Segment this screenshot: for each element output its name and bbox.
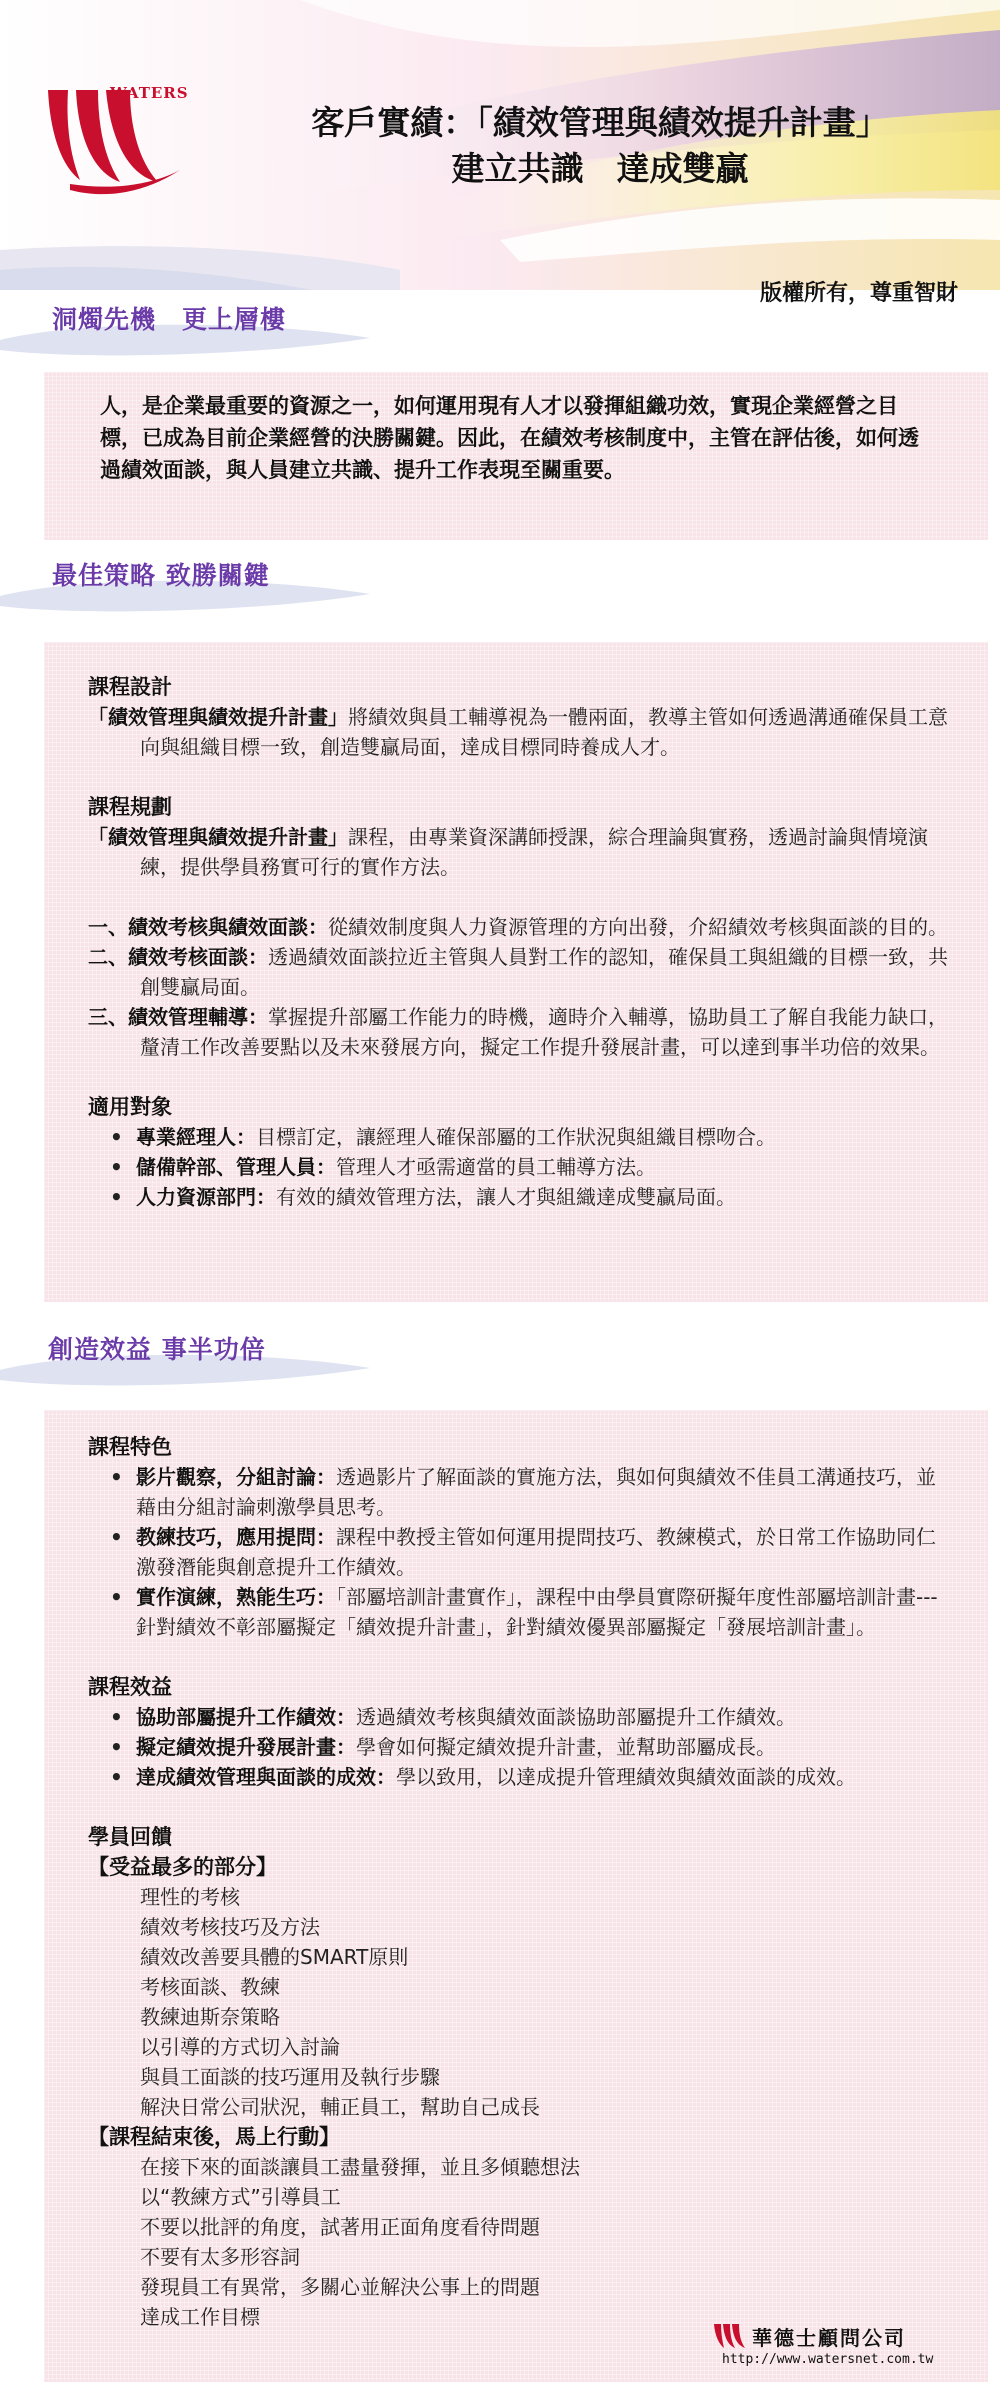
list-item: 績效改善要具體的SMART原則 — [140, 1945, 409, 1969]
benefit-item-text: 學會如何擬定績效提升計畫，並幫助部屬成長。 — [356, 1735, 776, 1759]
list-item: 發現員工有異常，多關心並解決公事上的問題 — [140, 2275, 540, 2299]
audience-list — [88, 1122, 958, 1212]
list-item: 不要有太多形容詞 — [140, 2245, 300, 2269]
page-title — [220, 100, 980, 192]
planning-item-title: 績效考核面談： — [128, 945, 268, 969]
footer-url: http://www.watersnet.com.tw — [722, 2352, 934, 2367]
benefit-item-text: 透過績效考核與績效面談協助部屬提升工作績效。 — [356, 1705, 796, 1729]
list-item: 不要以批評的角度，試著用正面角度看待問題 — [140, 2215, 540, 2239]
list-item: 考核面談、教練 — [140, 1975, 280, 1999]
strategy-content — [88, 672, 958, 1212]
section-heading-2 — [0, 556, 380, 616]
planning-item-num: 三、 — [88, 1005, 128, 1029]
list-item — [116, 1732, 948, 1762]
list-item: 以“教練方式”引導員工 — [140, 2185, 341, 2209]
section-heading-1 — [0, 300, 380, 360]
benefits-content — [88, 1432, 948, 2332]
course-planning-text — [88, 822, 958, 882]
audience-item-text: 管理人才亟需適當的員工輔導方法。 — [336, 1155, 656, 1179]
feature-item-text: 透過影片了解面談的實施方法，與如何與績效不佳員工溝通技巧，並藉由分組討論刺激學員思考。 — [136, 1465, 936, 1519]
list-item — [116, 1522, 948, 1582]
feature-item-title: 影片觀察，分組討論： — [136, 1465, 336, 1489]
benefit-item-title: 達成績效管理與面談的成效： — [136, 1765, 396, 1789]
planning-item-text: 透過績效面談拉近主管與人員對工作的認知，確保員工與組織的目標一致，共創雙贏局面。 — [140, 945, 948, 999]
feedback-group1-list — [88, 1882, 948, 2122]
list-item — [116, 1582, 948, 1642]
course-planning-body: 課程，由專業資深講師授課，綜合理論與實務，透過討論與情境演練，提供學員務實可行的實作方法。 — [140, 825, 928, 879]
audience-item-title: 人力資源部門： — [136, 1185, 276, 1209]
course-design-lead: 「績效管理與績效提升計畫」 — [88, 705, 348, 729]
features-heading: 課程特色 — [88, 1435, 172, 1459]
feature-item-title: 實作演練，熟能生巧： — [136, 1585, 336, 1609]
footer-company-name: 華德士顧問公司 — [752, 2326, 906, 2350]
audience-heading: 適用對象 — [88, 1095, 172, 1119]
feedback-group2-title: 【課程結束後，馬上行動】 — [88, 2125, 340, 2149]
planning-item-1 — [88, 912, 958, 942]
benefits-heading: 課程效益 — [88, 1675, 172, 1699]
list-item — [116, 1702, 948, 1732]
list-item — [116, 1152, 958, 1182]
list-item: 教練迪斯奈策略 — [140, 2005, 280, 2029]
title-line-1: 客戶實績：「績效管理與績效提升計畫」 — [311, 103, 889, 142]
audience-item-title: 儲備幹部、管理人員： — [136, 1155, 336, 1179]
feature-item-text: 「部屬培訓計畫實作」，課程中由學員實際研擬年度性部屬培訓計畫---針對績效不彰部屬擬定「績效提升計畫」，針對績效優異部屬擬定「發展培訓計畫」。 — [136, 1585, 938, 1639]
list-item — [116, 1462, 948, 1522]
planning-item-3 — [88, 1002, 958, 1062]
list-item: 理性的考核 — [140, 1885, 240, 1909]
list-item: 在接下來的面談讓員工盡量發揮，並且多傾聽想法 — [140, 2155, 580, 2179]
section-title-3: 創造效益 事半功倍 — [48, 1335, 266, 1364]
audience-item-text: 有效的績效管理方法，讓人才與組織達成雙贏局面。 — [276, 1185, 736, 1209]
planning-item-num: 一、 — [88, 915, 128, 939]
list-item: 與員工面談的技巧運用及執行步驟 — [140, 2065, 440, 2089]
list-item: 解決日常公司狀況，輔正員工，幫助自己成長 — [140, 2095, 540, 2119]
list-item — [116, 1182, 958, 1212]
feedback-heading: 學員回饋 — [88, 1825, 172, 1849]
copyright-notice: 版權所有，尊重智財 — [759, 281, 958, 306]
planning-item-text: 掌握提升部屬工作能力的時機，適時介入輔導，協助員工了解自我能力缺口，釐清工作改善要點以及未來發展方向，擬定工作提升發展計畫，可以達到事半功倍的效果。 — [140, 1005, 948, 1059]
course-planning-heading: 課程規劃 — [88, 795, 172, 819]
benefit-item-title: 擬定績效提升發展計畫： — [136, 1735, 356, 1759]
section-title-1: 洞燭先機 更上層樓 — [52, 305, 287, 334]
planning-item-num: 二、 — [88, 945, 128, 969]
feature-item-title: 教練技巧，應用提問： — [136, 1525, 336, 1549]
list-item: 以引導的方式切入討論 — [140, 2035, 340, 2059]
list-item — [116, 1122, 958, 1152]
benefit-item-title: 協助部屬提升工作績效： — [136, 1705, 356, 1729]
page-header — [0, 0, 1000, 290]
intro-text: 人，是企業最重要的資源之一，如何運用現有人才以發揮組織功效，實現企業經營之目標，已成為目前企業經營的決勝關鍵。因此，在績效考核制度中，主管在評估後，如何透過績效面談，與人員建立共識、提升工作表現至關重要。 — [100, 394, 919, 482]
footer-company-logo — [712, 2322, 934, 2372]
course-design-text — [88, 702, 958, 762]
planning-item-text: 從績效制度與人力資源管理的方向出發，介紹績效考核與面談的目的。 — [328, 915, 948, 939]
course-design-heading: 課程設計 — [88, 675, 172, 699]
features-list — [88, 1462, 948, 1642]
audience-item-title: 專業經理人： — [136, 1125, 256, 1149]
benefit-item-text: 學以致用，以達成提升管理績效與績效面談的成效。 — [396, 1765, 856, 1789]
waters-small-logo-icon — [712, 2322, 748, 2350]
section-heading-3 — [0, 1330, 380, 1390]
title-line-2: 建立共識 達成雙贏 — [451, 149, 749, 188]
feature-item-text: 課程中教授主管如何運用提問技巧、教練模式，於日常工作協助同仁激發潛能與創意提升工作績效。 — [136, 1525, 936, 1579]
planning-item-title: 績效考核與績效面談： — [128, 915, 328, 939]
course-planning-lead: 「績效管理與績效提升計畫」 — [88, 825, 348, 849]
audience-item-text: 目標訂定，讓經理人確保部屬的工作狀況與組織目標吻合。 — [256, 1125, 776, 1149]
list-item: 績效考核技巧及方法 — [140, 1915, 320, 1939]
feedback-group2-list — [88, 2152, 948, 2332]
brand-name: WATERS — [110, 84, 189, 102]
planning-item-title: 績效管理輔導： — [128, 1005, 268, 1029]
feedback-group1-title: 【受益最多的部分】 — [88, 1855, 277, 1879]
benefits-list — [88, 1702, 948, 1792]
course-design-body: 將績效與員工輔導視為一體兩面，教導主管如何透過溝通確保員工意向與組織目標一致，創造雙贏局面，達成目標同時養成人才。 — [140, 705, 948, 759]
section-title-2: 最佳策略 致勝關鍵 — [52, 561, 270, 590]
list-item: 達成工作目標 — [140, 2305, 260, 2329]
planning-item-2 — [88, 942, 958, 1002]
list-item — [116, 1762, 948, 1792]
